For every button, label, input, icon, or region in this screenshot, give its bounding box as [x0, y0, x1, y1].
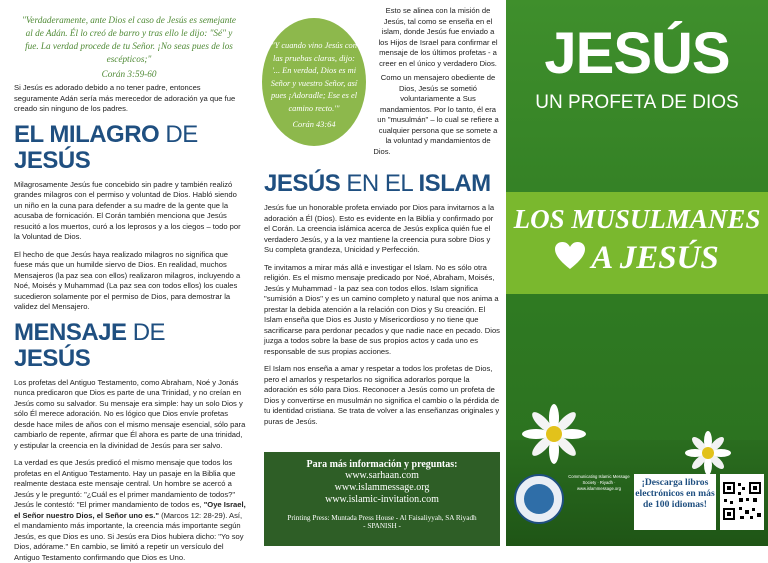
- qr-code-icon[interactable]: [720, 474, 764, 530]
- islam-paragraph-1: Jesús fue un honorable profeta enviado por Dios para invitarnos a la adoración a Él (Dios). Esto es evidente en la Biblia y confirmado por el Corán. La creencia islámica acerca de Jesús explica quién fue el verdadero Jesús, y a la vez mantiene la creencia pura sobre Dios y Su completa grandeza, Unicidad y Perfección.: [264, 203, 495, 254]
- circle-quote-reference: Corán 43:64: [292, 120, 336, 129]
- panel-cover: [506, 0, 768, 546]
- organization-seal-icon: [514, 474, 564, 524]
- quote-text: "Verdaderamente, ante Dios el caso de Jesús es semejante al de Adán. Él lo creó de barro y tras ello le dijo: "Sé" y fue. La verdad procede de tu Señor. ¡No seas pues de los escépticos;": [21, 15, 236, 64]
- panel-left: [0, 0, 256, 562]
- language-label: - SPANISH -: [363, 522, 401, 530]
- quran-quote-adam: [18, 14, 240, 81]
- band-line-2: A JESÚS: [506, 240, 768, 277]
- url-link[interactable]: www.sarhaan.com: [345, 470, 419, 481]
- heading-milagro: EL MILAGRO DE JESÚS: [14, 120, 198, 174]
- cover-band: [506, 192, 768, 294]
- info-heading: Para más información y preguntas:: [306, 459, 458, 470]
- islam-paragraph-2: Te invitamos a mirar más allá e investigar el Islam. No es sólo otra religión. Es el mismo mensaje predicado por Noé, Abraham, Moisés, Jesús y Muhammad - la paz sea con todos ellos. Islam significa "sumisión a Dios" y es un camino completo y natural que nos anima a prestar la debida atención a la relación con Dios y Su creación. El Islam enseña que Dios es Justo y Misericordioso y no tiene que sacrificarse para perdonar pecados y que nadie nace en pecado. Dios juzga a todos sobre la base de sus propios actos y cada uno es responsable de sus propias acciones.: [264, 262, 500, 356]
- mensaje-paragraph-1: Los profetas del Antiguo Testamento, como Abraham, Noé y Jonás nunca predicaron que Dios es parte de una Trinidad, y no creían en Jesús como su salvador. Su mensaje era simple: hay un solo Dios y sólo Él merece adoración. No es lógico que Dios envíe profetas desde hace miles de años con el mismo mensaje esencial, sólo para cambiarlo de repente, afirmar que Él ahora es parte de una trinidad, y estipular la creencia en la divinidad de Jesús para ser salvo.: [14, 377, 246, 450]
- heading-islam: JESÚS EN EL ISLAM: [264, 170, 491, 197]
- url-link[interactable]: www.islamic-invitation.com: [325, 494, 439, 505]
- lead-paragraph-2: Como un mensajero obediente de Dios, Jesús se sometió voluntariamente a Sus mandamientos. Por lo tanto, él era un "musulmán" – lo cual se refiere a cualquier persona que se somete a la voluntad y mandamientos de Dios.: [373, 73, 499, 156]
- intro-paragraph: Si Jesús es adorado debido a no tener padre, entonces seguramente Adán sería más merecedor de adoración ya que fue creado sin ninguno de los padres.: [14, 83, 236, 113]
- cover-title: JESÚS: [544, 21, 730, 86]
- mensaje-paragraph-2: La verdad es que Jesús predicó el mismo mensaje que todos los profetas en el Antiguo Testamento. Hay un pasaje en la Biblia que realmente destaca este mensaje central. Un hombre se acercó a Jesús y le preguntó: "¿Cuál es el primer mandamiento de todos?" Jesús le contestó: "El primer mandamiento de todos es, "Oye Israel, el Señor nuestro Dios, el Señor uno es." (Marcos 12: 28-29). Así, el mandamiento más importante, la creencia más importante según Jesús, es que Dios es uno. Si Jesús era Dios hubiera dicho: "Yo soy Dios, adórame." En cambio, se limitó a repetir un versículo del Antiguo Testamento confirmando que Dios es Uno.: [14, 458, 246, 562]
- contact-info-box: [264, 452, 500, 546]
- quote-reference: Corán 3:59-60: [101, 69, 157, 79]
- cover-subtitle: UN PROFETA DE DIOS: [535, 92, 739, 113]
- milagro-paragraph-1: Milagrosamente Jesús fue concebido sin padre y también realizó grandes milagros con el permiso y voluntad de Dios. Habló siendo un niño en la cuna para defender a su madre de la gente que la acusaba de fornicación. El Corán también menciona que Jesús resucitó a los muertos, curó a los leprosos y a los ciegos – todo por la Voluntad de Dios.: [14, 179, 241, 241]
- download-callout: ¡Descarga libros electrónicos en más de 100 idiomas!: [634, 474, 716, 530]
- printing-press: Printing Press: Muntada Press House - Al Faisaliyyah, SA Riyadh: [287, 514, 477, 522]
- url-link[interactable]: www.islammessage.org: [334, 482, 430, 493]
- circle-quote-text: "Y cuando vino Jesús con las pruebas claras, dijo: '... En verdad, Dios es mi Señor y vuestro Señor, así pues ¡Adoradle; Ese es el camino recto.'": [270, 41, 358, 113]
- heading-mensaje: MENSAJE DE JESÚS: [14, 318, 166, 372]
- daisy-flower-icon: [514, 404, 594, 464]
- heart-icon: [555, 242, 585, 270]
- quran-quote-circle: [262, 18, 366, 146]
- cover-footer: [506, 466, 768, 546]
- organization-text: Communicating Islamic Message Society · Riyadh · www.islammessage.org: [568, 474, 630, 491]
- lead-paragraph: Esto se alinea con la misión de Jesús, tal como se enseña en el islam, donde Jesús fue enviado a los Hijos de Israel para confirmar el mensaje de los últimos profetas - a creer en el único y verdadero Dios.: [378, 6, 498, 68]
- milagro-paragraph-2: El hecho de que Jesús haya realizado milagros no significa que fuese más que un humilde siervo de Dios. En realidad, muchos Mensajeros (la paz sea con ellos) realizaron milagros, incluyendo a Noé, Moisés y Muhammad (La paz sea con todos ellos) los cuales sucedieron solamente por el permiso de Dios, para demostrar la validez del Mensajero.: [14, 249, 241, 311]
- islam-paragraph-3: El Islam nos enseña a amar y respetar a todos los profetas de Dios, pero el amarlos y respetarlos no significa adorarlos porque la adoración es sólo para Dios. Reconocer a Jesús como un profeta de Dios y convertirse en musulmán no significa el cambio o la pérdida de tu identidad cristiana. Se trata de volver a las enseñanzas originales y puras de Jesús.: [264, 364, 500, 426]
- band-line-1: LOS MUSULMANES: [513, 204, 761, 234]
